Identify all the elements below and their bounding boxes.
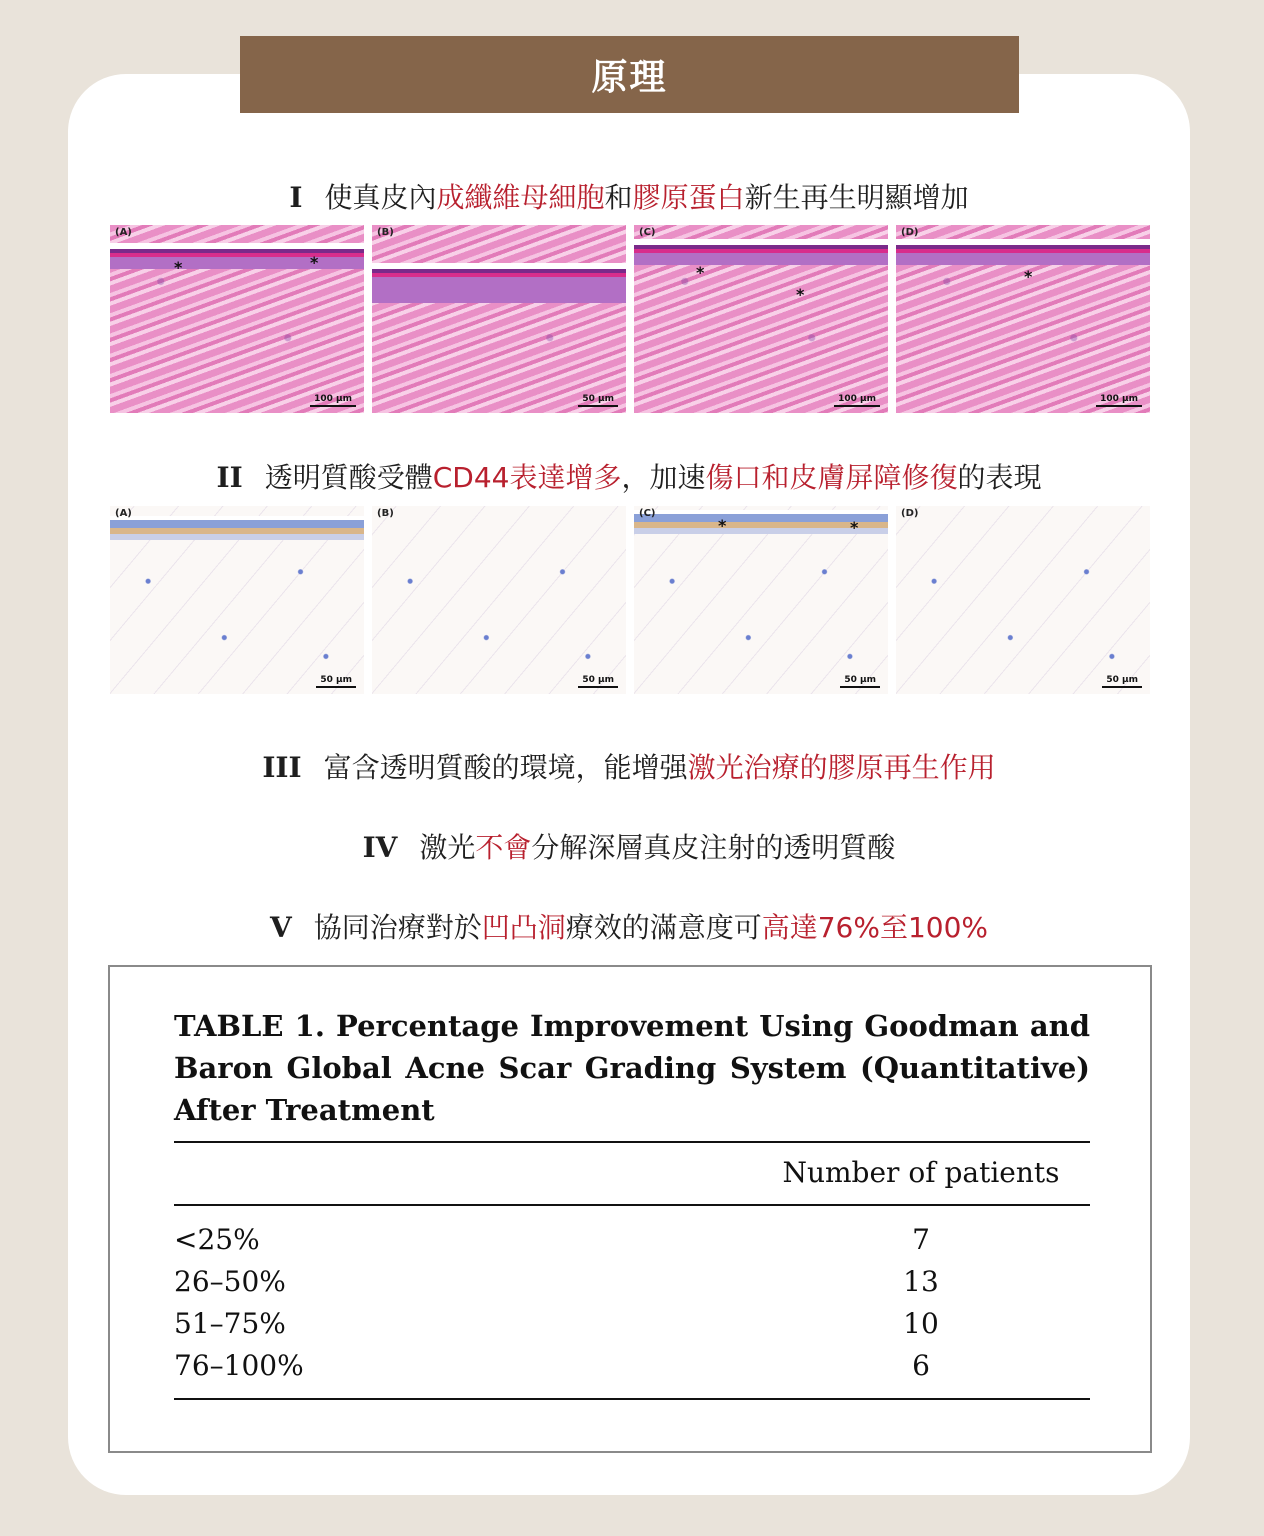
- section-heading-3: [68, 746, 1190, 786]
- table-rule: [174, 1141, 1090, 1143]
- asterisk-marker: *: [796, 285, 805, 304]
- asterisk-marker: *: [310, 253, 319, 272]
- table-row: [174, 1223, 1090, 1265]
- heading-text: 新生再生明顯增加: [744, 181, 969, 214]
- section-number: V: [269, 911, 292, 944]
- ihc-image-a: [110, 506, 364, 694]
- heading-highlight: 成纖維母細胞: [436, 181, 605, 214]
- table-row: [174, 1307, 1090, 1349]
- ihc-image-d: [896, 506, 1150, 694]
- ihc-image-b: [372, 506, 626, 694]
- scale-bar: 100 μm: [310, 394, 356, 407]
- scale-bar: 50 μm: [578, 394, 618, 407]
- scale-bar: 100 μm: [1096, 394, 1142, 407]
- ihc-image-c: [634, 506, 888, 694]
- section-number: III: [262, 751, 302, 784]
- section-number: IV: [362, 831, 398, 864]
- page-title: 原理: [240, 36, 1019, 113]
- table-row: [174, 1349, 1090, 1391]
- histology-image-a: [110, 225, 364, 413]
- table-column-header: Number of patients: [782, 1156, 1060, 1189]
- scale-bar: 50 μm: [316, 675, 356, 688]
- heading-text: 分解深層真皮注射的透明質酸: [531, 831, 896, 864]
- scale-bar: 50 μm: [840, 675, 880, 688]
- table-rule: [174, 1398, 1090, 1400]
- panel-label: (C): [639, 227, 656, 238]
- panel-label: (D): [901, 508, 919, 519]
- heading-highlight: 高達76%至100%: [761, 911, 989, 944]
- heading-text: 協同治療對於: [313, 911, 482, 944]
- section-heading-5: [68, 906, 1190, 946]
- heading-text: 激光: [419, 831, 476, 864]
- heading-text: 富含透明質酸的環境，能增强: [323, 751, 688, 784]
- histology-image-d: [896, 225, 1150, 413]
- scale-bar: 50 μm: [1102, 675, 1142, 688]
- table-caption: TABLE 1. Percentage Improvement Using Goodman and Baron Global Acne Scar Grading System (Quantitative) After Treatment: [174, 1009, 1090, 1127]
- table-cell-count: 7: [912, 1223, 930, 1256]
- asterisk-marker: *: [174, 258, 183, 277]
- heading-text: 的表現: [957, 461, 1042, 494]
- scale-bar: 50 μm: [578, 675, 618, 688]
- table-cell-count: 13: [903, 1265, 939, 1298]
- heading-highlight: 凹凸洞: [481, 911, 566, 944]
- panel-label: (A): [115, 227, 132, 238]
- table-cell-range: 76–100%: [174, 1349, 304, 1382]
- heading-text: 透明質酸受體: [264, 461, 433, 494]
- table-row: [174, 1265, 1090, 1307]
- asterisk-marker: *: [850, 518, 859, 537]
- asterisk-marker: *: [1024, 267, 1033, 286]
- table-cell-count: 10: [903, 1307, 939, 1340]
- asterisk-marker: *: [718, 516, 727, 535]
- table-rule: [174, 1204, 1090, 1206]
- panel-label: (C): [639, 508, 656, 519]
- heading-highlight: 激光治療的膠原再生作用: [687, 751, 996, 784]
- panel-label: (A): [115, 508, 132, 519]
- table-cell-count: 6: [912, 1349, 930, 1382]
- panel-label: (D): [901, 227, 919, 238]
- table-cell-range: 51–75%: [174, 1307, 286, 1340]
- table-cell-range: <25%: [174, 1223, 260, 1256]
- histology-image-b: [372, 225, 626, 413]
- results-table: [108, 965, 1152, 1453]
- heading-highlight: 傷口和皮膚屏障修復: [705, 461, 958, 494]
- section-heading-4: [68, 826, 1190, 866]
- section-number: II: [216, 461, 243, 494]
- heading-text: 使真皮內: [324, 181, 437, 214]
- histology-image-c: [634, 225, 888, 413]
- panel-label: (B): [377, 508, 394, 519]
- section-heading-2: [68, 456, 1190, 496]
- section-number: I: [289, 181, 303, 214]
- heading-highlight: 膠原蛋白: [632, 181, 745, 214]
- scale-bar: 100 μm: [834, 394, 880, 407]
- panel-label: (B): [377, 227, 394, 238]
- heading-text: 和: [604, 181, 633, 214]
- heading-text: 療效的滿意度可: [565, 911, 762, 944]
- section-heading-1: [68, 176, 1190, 216]
- heading-highlight: CD44表達增多: [432, 461, 622, 494]
- table-cell-range: 26–50%: [174, 1265, 286, 1298]
- asterisk-marker: *: [696, 263, 705, 282]
- heading-highlight: 不會: [475, 831, 532, 864]
- heading-text: ，加速: [621, 461, 706, 494]
